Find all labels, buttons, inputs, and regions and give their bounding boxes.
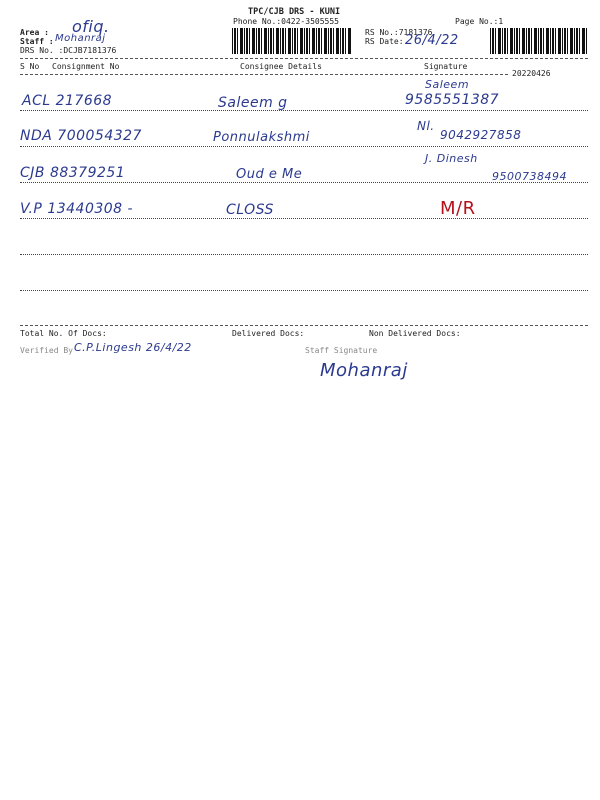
- col-header-signature: Signature: [424, 62, 468, 71]
- row-2-phone: 9042927858: [440, 128, 522, 142]
- row-rule-2: [20, 146, 588, 147]
- row-3-phone: 9500738494: [492, 170, 567, 183]
- row-1-consignment: ACL 217668: [22, 93, 113, 109]
- col-header-consignee: Consignee Details: [240, 62, 322, 71]
- staff-signature-label: Staff Signature: [305, 346, 378, 355]
- phone-number: Phone No.:0422-3505555: [233, 17, 339, 26]
- area-label: Area :: [20, 28, 49, 37]
- document-title: TPC/CJB DRS - KUNI: [248, 7, 341, 17]
- staff-label: Staff :: [20, 37, 54, 46]
- row-3-consignee: Oud e Me: [236, 167, 303, 182]
- row-4-signature-red: M/R: [440, 198, 476, 219]
- row-rule-3: [20, 182, 588, 183]
- row-3-signature: J. Dinesh: [425, 152, 478, 165]
- row-1-signature: Saleem: [425, 78, 470, 91]
- staff-signature: Mohanraj: [320, 360, 408, 381]
- verified-by-label: Verified By: [20, 346, 73, 355]
- row-rule-6: [20, 290, 588, 291]
- drs-number: DRS No. :DCJB7181376: [20, 46, 117, 55]
- header-rule: [20, 58, 588, 59]
- row-1-phone: 9585551387: [405, 92, 500, 108]
- barcode-right: [490, 28, 588, 54]
- page-number: Page No.:1: [455, 17, 504, 26]
- row-1-consignee: Saleem g: [218, 95, 288, 111]
- date-code: 20220426: [512, 69, 551, 78]
- column-rule: [20, 74, 508, 75]
- non-delivered-docs-label: Non Delivered Docs:: [369, 329, 461, 338]
- rs-date-label: RS Date:: [365, 37, 404, 46]
- row-rule-4: [20, 218, 588, 219]
- col-header-consignment: Consignment No: [52, 62, 120, 71]
- area-handwritten-value: ofiq.: [72, 17, 110, 36]
- row-3-consignment: CJB 88379251: [20, 165, 126, 181]
- staff-handwritten-value: Mohanraj: [55, 33, 106, 44]
- row-4-consignment: V.P 13440308 -: [20, 201, 134, 217]
- delivered-docs-label: Delivered Docs:: [232, 329, 305, 338]
- row-rule-5: [20, 254, 588, 255]
- rs-number: RS No.:7181376: [365, 28, 433, 37]
- row-2-signature: Nl.: [417, 119, 435, 133]
- col-header-sno: S No: [20, 62, 40, 71]
- row-4-consignee: CLOSS: [226, 202, 274, 218]
- total-docs-label: Total No. Of Docs:: [20, 329, 107, 338]
- row-2-consignee: Ponnulakshmi: [213, 130, 310, 145]
- verified-by-signature: C.P.Lingesh 26/4/22: [74, 341, 192, 354]
- row-2-consignment: NDA 700054327: [20, 128, 142, 144]
- rs-date-handwritten: 26/4/22: [405, 33, 459, 48]
- barcode-left: [232, 28, 352, 54]
- footer-rule: [20, 325, 588, 326]
- row-rule-1: [20, 110, 588, 111]
